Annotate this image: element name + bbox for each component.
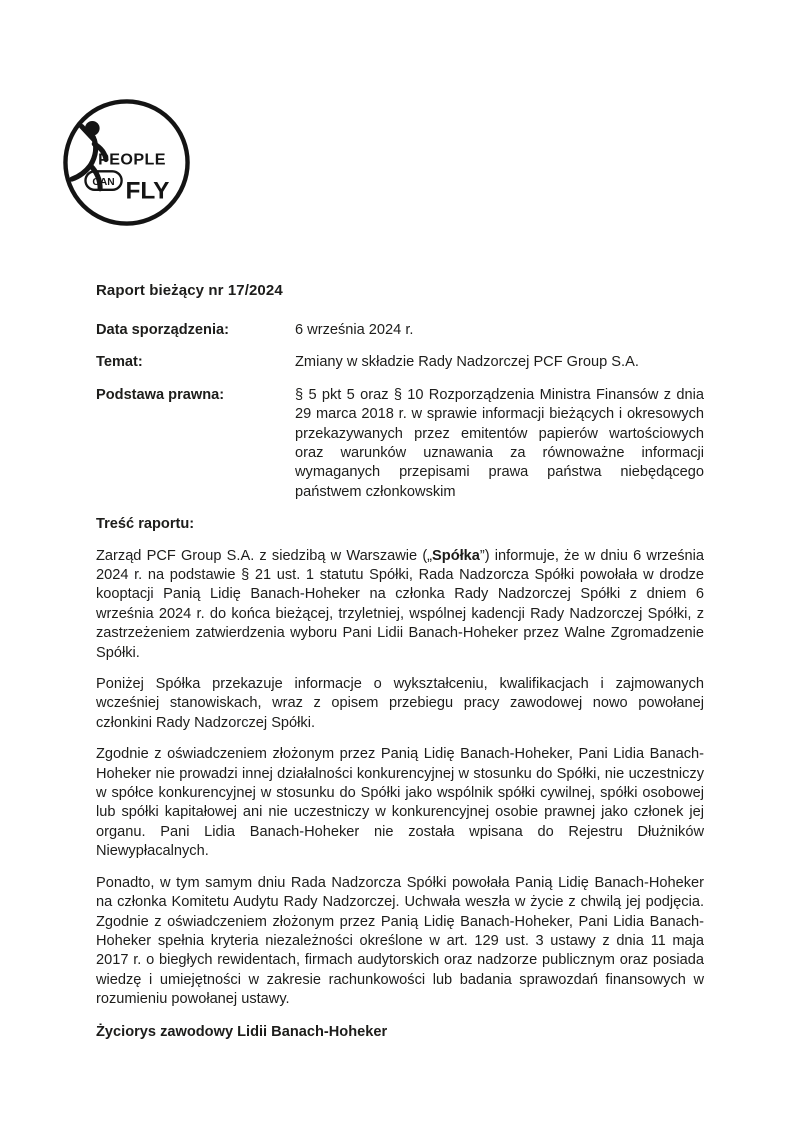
meta-row-subject: [96, 353, 704, 372]
report-paragraph-2: Poniżej Spółka przekazuje informacje o wykształceniu, kwalifikacjach i zajmowanych wcześniej stanowiskach, wraz z opisem przebiegu pracy zawodowej nowo powołanej członkini Rady Nadzorczej Spółki.: [96, 676, 704, 731]
meta-value: § 5 pkt 5 oraz § 10 Rozporządzenia Ministra Finansów z dnia 29 marca 2018 r. w sprawie informacji bieżących i okresowych przekazywanych przez emitentów papierów wartościowych oraz warunków uznawania za równoważne informacji wymaganych przepisami prawa państwa niebędącego państwem członkowskim: [295, 386, 704, 500]
report-paragraph-3: Zgodnie z oświadczeniem złożonym przez Panią Lidię Banach-Hoheker, Pani Lidia Banach-Hoheker nie prowadzi innej działalności konkurencyjnej w stosunku do Spółki, nie uczestniczy w spółce konkurencyjnej w stosunku do Spółki jako wspólnik spółki cywilnej, spółki osobowej lub spółki kapitałowej ani nie uczestniczy w konkurencyjnej osobie prawnej jako członek jej organu. Pani Lidia Banach-Hoheker nie została wpisana do Rejestru Dłużników Niewypłacalnych.: [96, 746, 704, 860]
logo-text-people: PEOPLE: [98, 150, 166, 169]
meta-value: Zmiany w składzie Rady Nadzorczej PCF Group S.A.: [295, 354, 639, 371]
meta-value: 6 września 2024 r.: [295, 321, 414, 338]
report-content: [0, 281, 800, 1042]
bio-heading: Życiorys zawodowy Lidii Banach-Hoheker: [96, 1023, 388, 1040]
report-paragraph-1: [96, 547, 704, 663]
meta-row-date: [96, 321, 704, 340]
pcf-logo-graphic: [63, 99, 190, 226]
logo-text-fly: FLY: [125, 177, 170, 205]
report-content-heading: Treść raportu:: [96, 516, 195, 533]
meta-label: Temat:: [96, 354, 143, 371]
report-paragraph-4: Ponadto, w tym samym dniu Rada Nadzorcza Spółki powołała Panią Lidię Banach-Hoheker na członka Komitetu Audytu Rady Nadzorczej. Uchwała weszła w życie z chwilą jej podjęcia. Zgodnie z oświadczeniem złożonym przez Panią Lidię Banach-Hoheker, Pani Lidia Banach-Hoheker spełnia kryteria niezależności określone w art. 129 ust. 3 ustawy z dnia 11 maja 2017 r. o biegłych rewidentach, firmach audytorskich oraz nadzorze publicznym oraz posiada wiedzę i umiejętności w zakresie rachunkowości lub badania sprawozdań finansowych w rozumieniu powołanej ustawy.: [96, 874, 704, 1008]
pcf-logo: [63, 99, 190, 226]
paragraph-text: Zarząd PCF Group S.A. z siedzibą w Warszawie („: [96, 547, 433, 564]
company-term-bold: Spółka: [432, 547, 480, 564]
report-title: Raport bieżący nr 17/2024: [96, 282, 283, 299]
report-meta: [96, 321, 704, 502]
meta-label: Podstawa prawna:: [96, 386, 225, 403]
logo-text-can: CAN: [92, 176, 115, 188]
meta-label: Data sporządzenia:: [96, 321, 229, 338]
meta-row-legal-basis: [96, 386, 704, 502]
paragraph-text: ”) informuje, że w dniu 6 września 2024 r. na podstawie § 21 ust. 1 statutu Spółki, Rada Nadzorcza Spółki powołała w drodze kooptacji Panią Lidię Banach-Hoheker na członka Rady Nadzorczej Spółki z dniem 6 września 2024 r. do końca bieżącej, trzyletniej, wspólnej kadencji Rady Nadzorczej Spółki, z zastrzeżeniem zatwierdzenia wyboru Pani Lidii Banach-Hoheker przez Walne Zgromadzenie Spółki.: [96, 547, 704, 661]
